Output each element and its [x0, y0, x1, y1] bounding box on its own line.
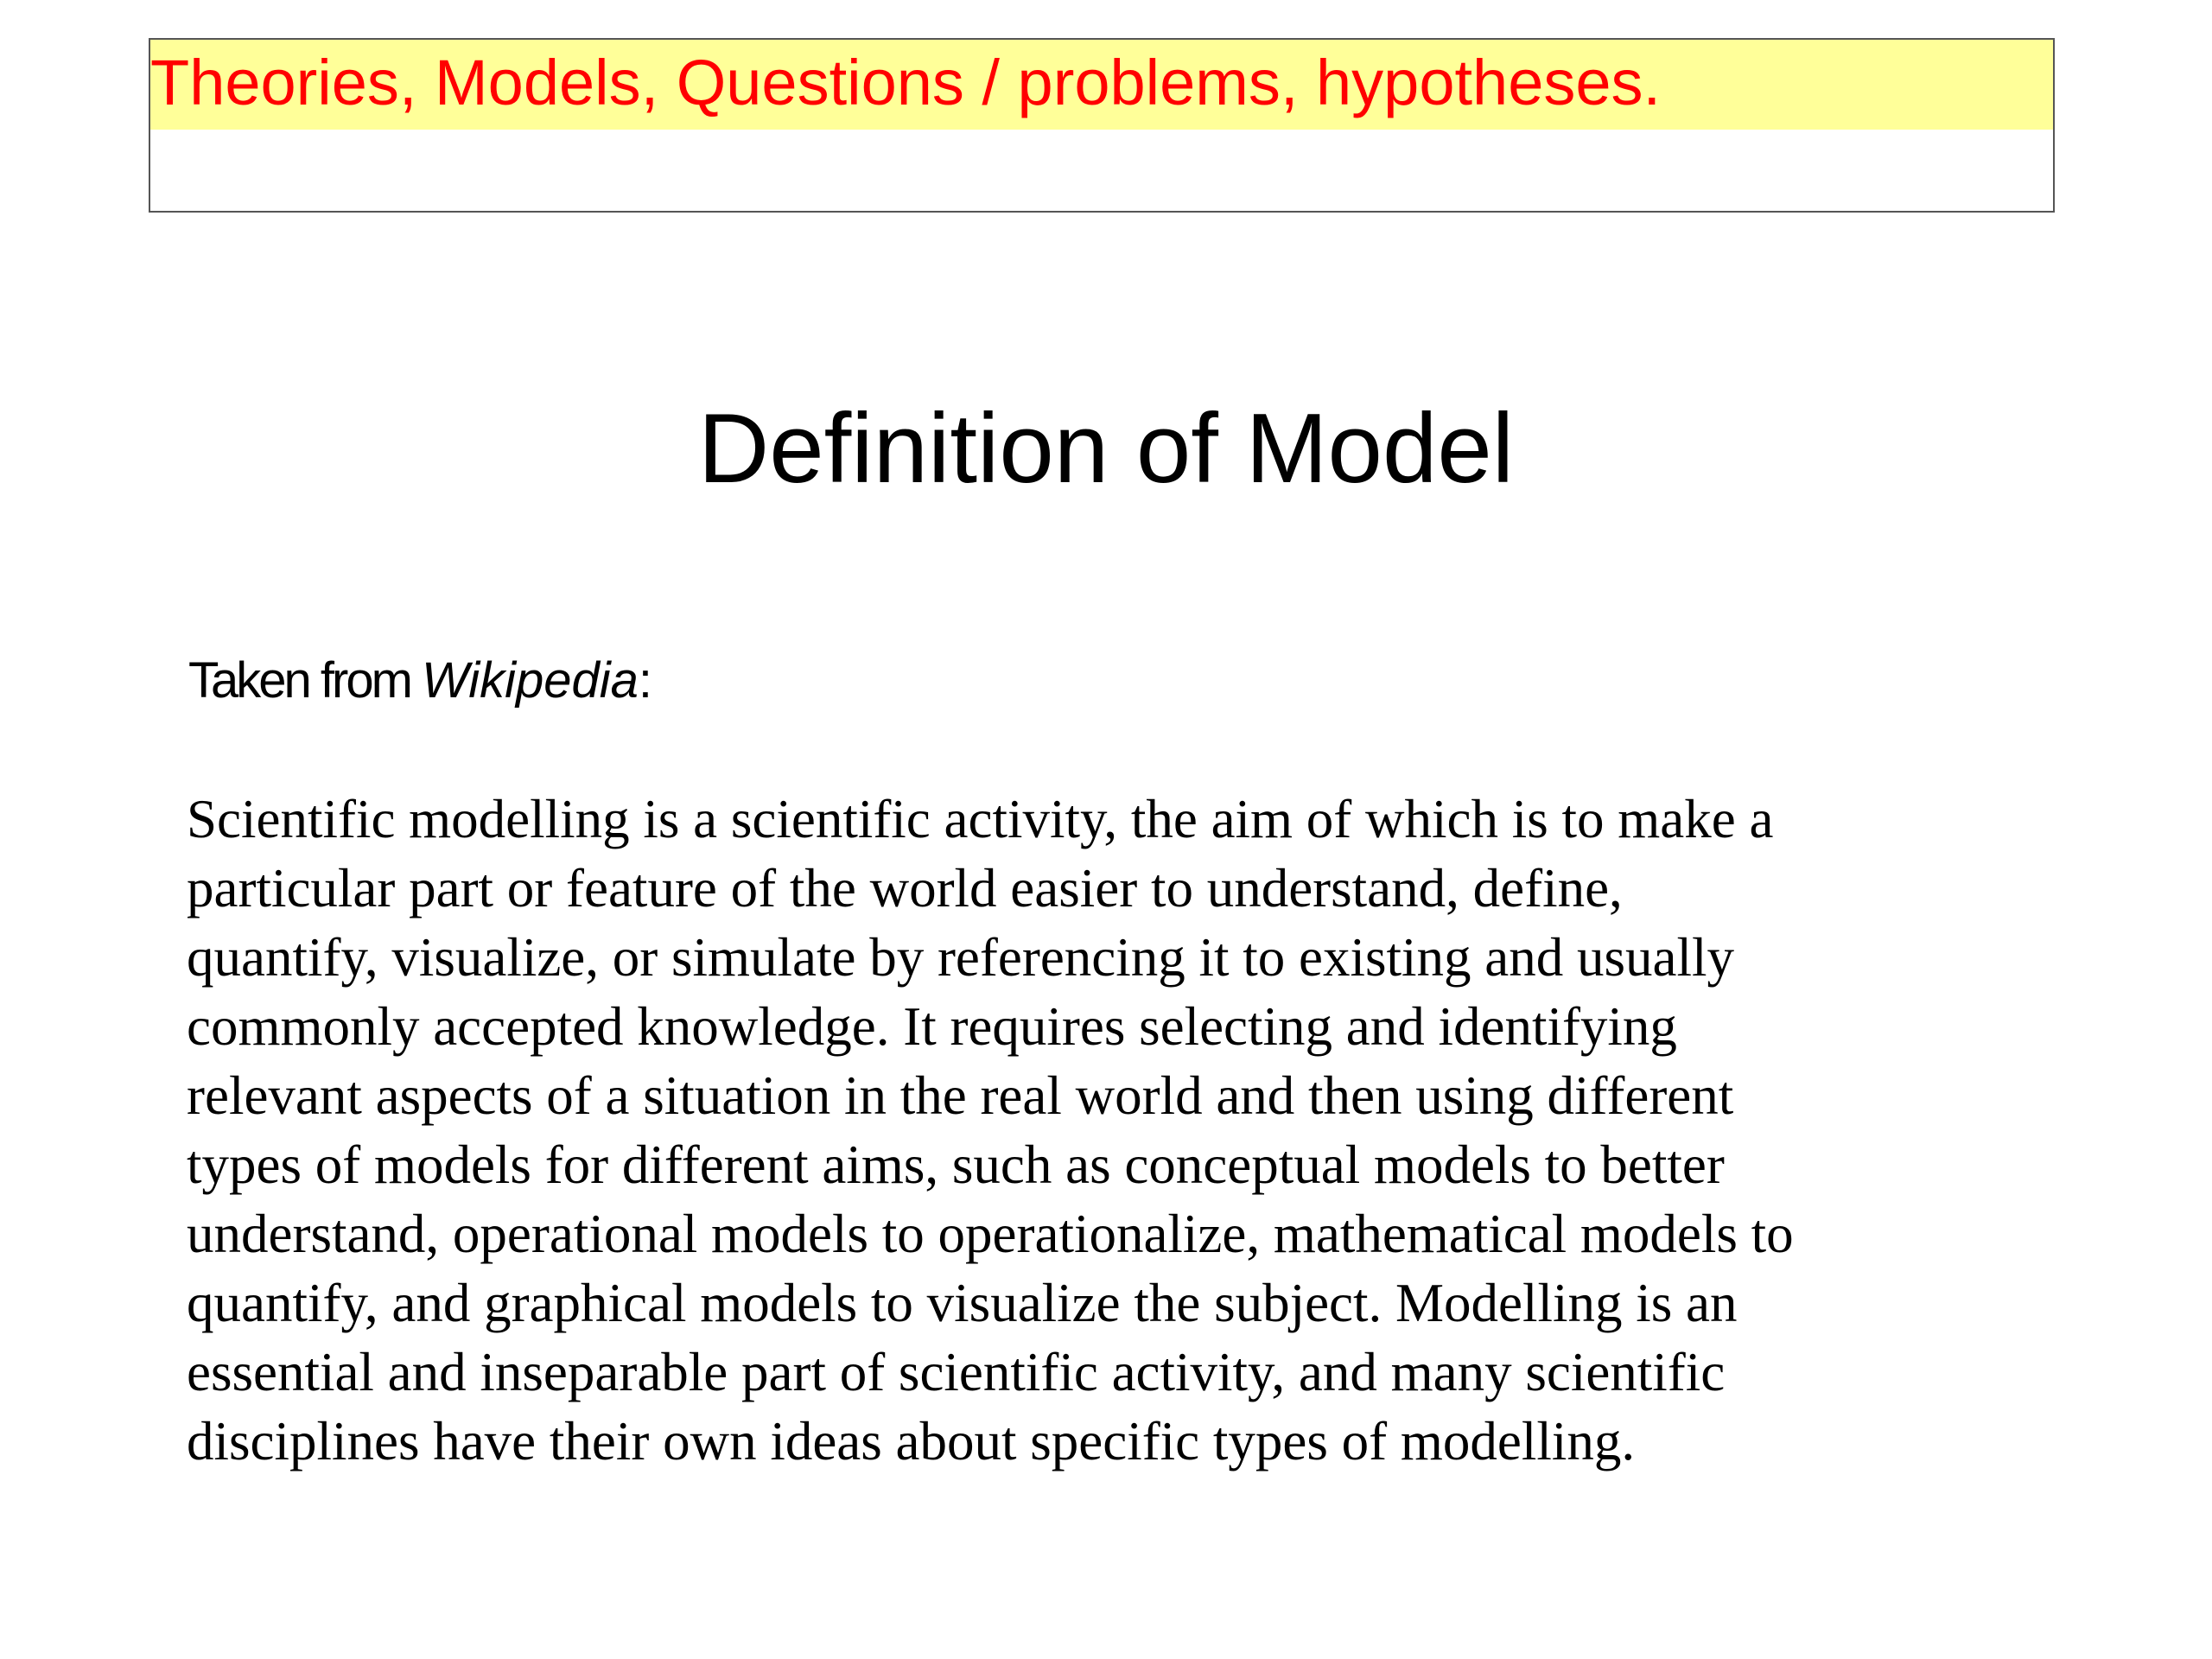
definition-line: types of models for different aims, such as conceptual models to better — [187, 1135, 1725, 1195]
definition-line: understand, operational models to operationalize, mathematical models to — [187, 1204, 1794, 1264]
definition-line: quantify, visualize, or simulate by referencing it to existing and usually — [187, 927, 1734, 988]
definition-line: commonly accepted knowledge. It requires selecting and identifying — [187, 996, 1677, 1057]
definition-line: particular part or feature of the world easier to understand, define, — [187, 858, 1623, 918]
source-attribution — [188, 650, 650, 712]
definition-line: essential and inseparable part of scientific activity, and many scientific — [187, 1342, 1726, 1402]
definition-line: quantify, and graphical models to visualize the subject. Modelling is an — [187, 1273, 1738, 1333]
definition-paragraph — [187, 785, 2122, 1476]
definition-line: relevant aspects of a situation in the real world and then using different — [187, 1065, 1734, 1126]
slide-title: Definition of Model — [697, 394, 1515, 504]
source-suffix: : — [638, 652, 651, 709]
header-box — [149, 38, 2055, 213]
source-name: Wikipedia — [422, 652, 639, 709]
definition-line: disciplines have their own ideas about specific types of modelling. — [187, 1411, 1636, 1471]
definition-line: Scientific modelling is a scientific activity, the aim of which is to make a — [187, 789, 1774, 849]
source-prefix: Taken from — [188, 652, 422, 709]
header-topics: Theories, Models, Questions / problems, hypotheses. — [150, 47, 1662, 118]
